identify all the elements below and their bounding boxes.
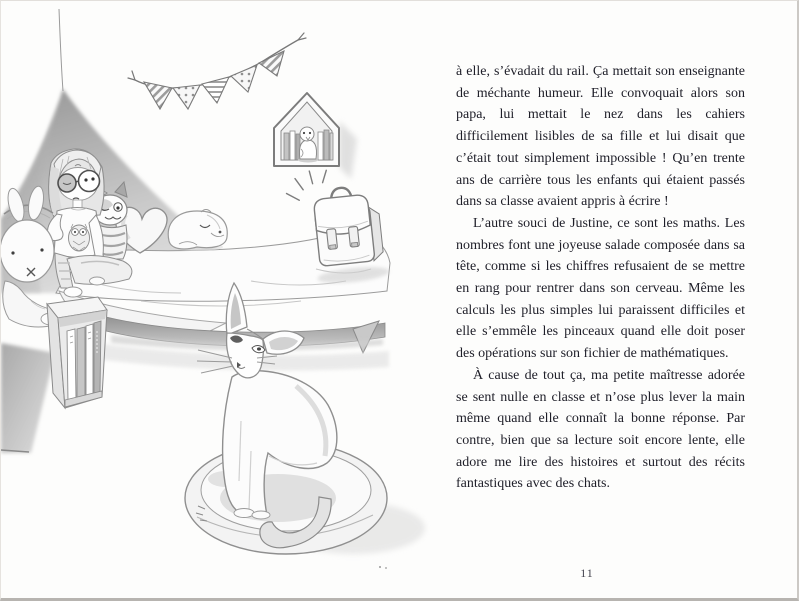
cube-shelf-books [65,321,102,407]
pennant-dots-1 [173,85,200,109]
page-text [456,61,745,495]
pennant-diagonal-2 [259,51,284,76]
paragraph-1: à elle, s’évadait du rail. Ça mettait son enseignante de méchante humeur. Elle convoquait alors son papa, lui mettait le nez dans les cahiers difficilement lisibles de sa fille et lui disait que c’était tout simplement impossible ! Qu’en trente ans de carrière tous les enfants qui étaient passés dans sa classe avaient appris à écrire ! [456,64,745,210]
page-number: 11 [580,566,594,580]
pennant-garland [128,33,306,109]
owl-print [69,224,90,251]
pennant-diagonal-1 [144,82,172,109]
paragraph-2: L’autre souci de Justine, ce sont les maths. Les nombres font une joyeuse salade composée dans sa tête, comme si les chiffres refusaient de se mettre en rang pour rentrer dans son cerveau. Même les calculs les plus simples lui paraissent difficiles et elle s’emmêle les pinceaux quand elle doit poser des opérations sur son fichier de mathématiques. [456,215,745,362]
illustration-bedroom-scene [1,1,446,601]
pennant-stripes [202,77,229,103]
sparkle-rays [284,169,329,201]
house-shelf [274,93,357,179]
pennant-dots-2 [231,65,257,92]
paragraph-3: À cause de tout ça, ma petite maîtresse adorée se sent nulle en classe et n’ose plus lever la main même quand elle connaît la bonne réponse. Par contre, bien que sa lecture soit encore lente, elle adore me lire des histoires et surtout des récits fantastiques avec des chats. [456,367,745,492]
